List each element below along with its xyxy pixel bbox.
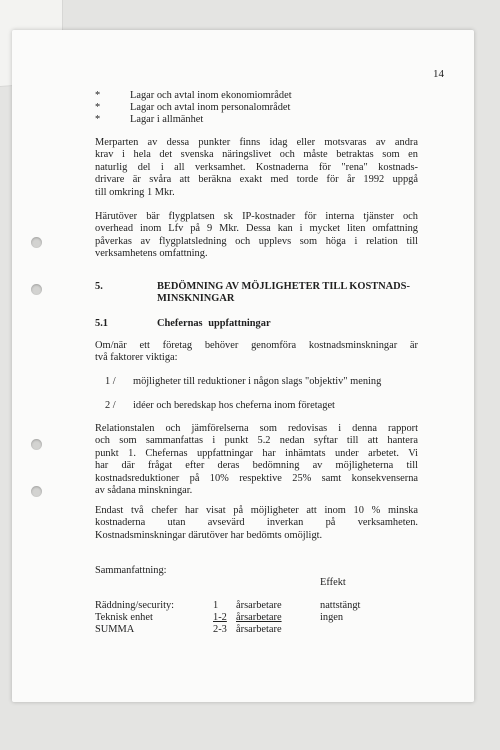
section-number: 5. [95, 281, 103, 292]
summary-heading: Sammanfattning: [95, 565, 167, 576]
bullet-symbol: * [95, 102, 101, 113]
paragraph [95, 137, 418, 199]
subsection-title: Chefernas uppfattningar [157, 318, 271, 329]
factor-number: 2 / [105, 400, 116, 411]
factor-text: idéer och beredskap hos cheferna inom företaget [133, 400, 335, 411]
text-line: kostnaderna utan avsevärd inverkan på verksamheten. [95, 517, 418, 529]
summary-row-name: Teknisk enhet [95, 612, 153, 623]
effect-column-header: Effekt [320, 577, 346, 588]
bullet-item [95, 114, 204, 126]
bullet-item [95, 90, 292, 102]
summary-row-qty: 1-2 [213, 612, 227, 623]
text-line: har där frågat efter deras bedömning av möjligheterna till [95, 460, 418, 472]
bullet-symbol: * [95, 90, 101, 101]
summary-row-name: Räddning/security: [95, 600, 175, 611]
factor-text: möjligheter till reduktioner i någon slags "objektiv" mening [133, 376, 382, 387]
summary-row-unit: årsarbetare [236, 612, 282, 623]
section-title: BEDÖMNING AV MÖJLIGHETER TILL KOSTNADS- [157, 281, 410, 292]
summary-row-qty: 1 [213, 600, 219, 611]
text-line: Härutöver bär flygplatsen sk IP-kostnader för interna tjänster och [95, 211, 418, 222]
bullet-text: Lagar och avtal inom personalområdet [130, 102, 291, 113]
punch-hole [31, 284, 42, 295]
summary-row-unit: årsarbetare [236, 600, 282, 611]
subsection-number: 5.1 [95, 318, 108, 329]
text-line: till omkring 1 Mkr. [95, 186, 175, 198]
text-line: punkt 1. Chefernas uppfattningar har inhämtats under arbetet. Vi [95, 447, 418, 459]
bullet-item [95, 102, 291, 114]
text-line: påverkas av flygplatsledning och upplevs som höga i relation till [95, 235, 418, 247]
text-line: verksamhetens omfattning. [95, 248, 208, 260]
text-line: och som sammanfattas i punkt 5.2 nedan syftar till att hantera [95, 435, 418, 447]
bullet-text: Lagar och avtal inom ekonomiområdet [130, 90, 292, 101]
text-line: kostnadsreduktioner på 10% respektive 25% samt konsekvenserna [95, 472, 418, 484]
text-line: overhead inom Lfv på 9 Mkr. Dessa kan i mycket liten omfattning [95, 223, 418, 235]
summary-row-effect: ingen [320, 612, 344, 623]
punch-hole [31, 439, 42, 450]
punch-hole [31, 237, 42, 248]
text-line: Kostnadsminskningar därutöver har bedömts omöjligt. [95, 529, 323, 541]
summary-row-name: SUMMA [95, 624, 135, 635]
page-number: 14 [433, 68, 444, 80]
text-line: drivare är svåra att beräkna exakt med torde för år 1992 uppgå [95, 174, 418, 186]
summary-row-qty: 2-3 [213, 624, 227, 635]
text-line: två faktorer viktiga: [95, 352, 178, 364]
punch-hole [31, 486, 42, 497]
text-line: av sådana minskningar. [95, 485, 193, 497]
document-page [12, 30, 474, 702]
paragraph [95, 211, 418, 261]
text-line: Relationstalen och jämförelserna som redovisas i denna rapport [95, 423, 418, 434]
text-line: Merparten av dessa punkter finns idag eller motsvaras av andra [95, 137, 418, 148]
summary-row-effect: nattstängt [320, 600, 361, 611]
section-title-continued: MINSKNINGAR [157, 293, 235, 304]
text-line: krav i hela det svenska näringslivet och måste betraktas som en [95, 149, 418, 161]
bullet-text: Lagar i allmänhet [130, 114, 204, 125]
paragraph [95, 340, 418, 365]
bullet-symbol: * [95, 114, 101, 125]
text-line: Endast två chefer har visat på möjligheter att inom 10 % minska [95, 505, 418, 516]
factor-number: 1 / [105, 376, 116, 387]
paragraph [95, 423, 418, 497]
paragraph [95, 505, 418, 542]
summary-row-unit: årsarbetare [236, 624, 282, 635]
text-line: Om/när ett företag behöver genomföra kostnadsminskningar är [95, 340, 418, 351]
text-line: naturlig del i all verksamhet. Kostnaderna för "rena" kostnads- [95, 161, 418, 173]
